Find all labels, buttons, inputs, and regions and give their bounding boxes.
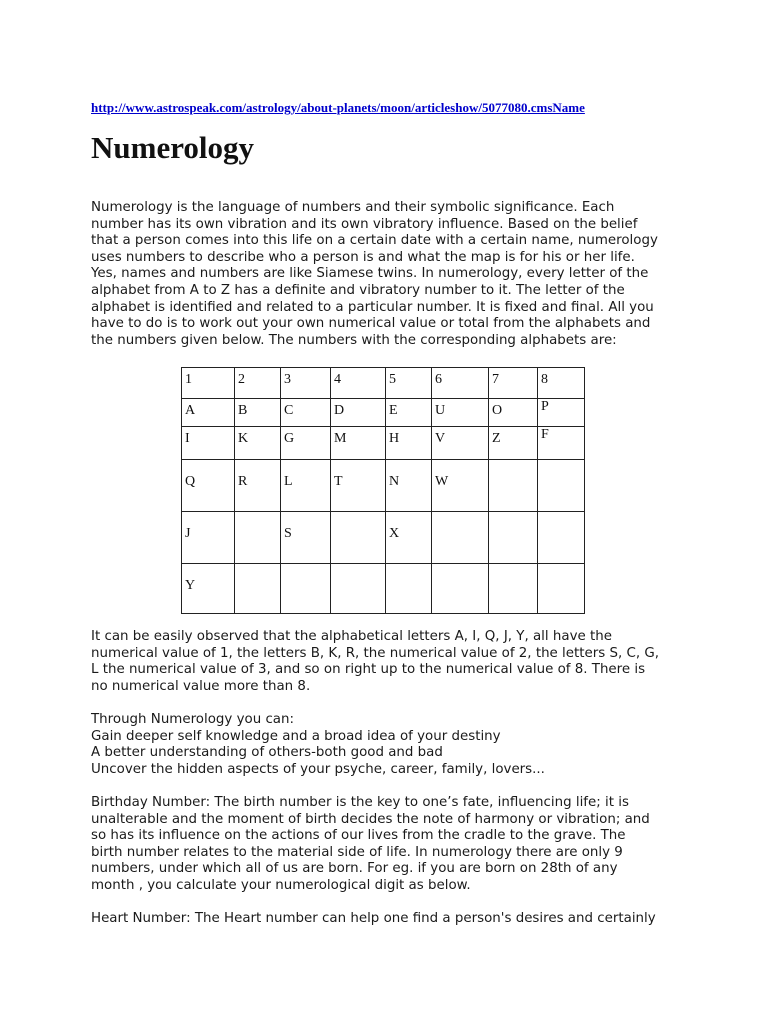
table-cell: 5 xyxy=(386,368,432,399)
table-cell: L xyxy=(281,460,331,512)
table-cell: D xyxy=(331,399,386,427)
table-cell xyxy=(538,460,585,512)
paragraph-line: L the numerical value of 3, and so on right up to the numerical value of 8. There is xyxy=(91,662,646,678)
table-cell xyxy=(489,460,538,512)
paragraph-line: alphabet from A to Z has a definite and vibratory number to it. The letter of the xyxy=(91,282,625,298)
paragraph-line: Yes, names and numbers are like Siamese twins. In numerology, every letter of the xyxy=(91,266,649,282)
table-cell: R xyxy=(235,460,281,512)
paragraph-line: month , you calculate your numerological digit as below. xyxy=(91,877,471,893)
paragraph-line: so has its influence on the actions of our lives from the cradle to the grave. The xyxy=(91,828,626,844)
table-cell xyxy=(432,564,489,614)
table-cell xyxy=(538,564,585,614)
table-cell: 3 xyxy=(281,368,331,399)
table-cell: 6 xyxy=(432,368,489,399)
table-row xyxy=(182,564,585,614)
paragraph-line: numerical value of 1, the letters B, K, R, the numerical value of 2, the letters S, C, G, xyxy=(91,645,659,661)
table-row xyxy=(182,427,585,460)
table-cell xyxy=(331,564,386,614)
table-cell xyxy=(538,512,585,564)
table-cell: X xyxy=(386,512,432,564)
list-item: Gain deeper self knowledge and a broad idea of your destiny xyxy=(91,728,501,744)
table-cell xyxy=(331,512,386,564)
table-cell: 2 xyxy=(235,368,281,399)
table-cell: C xyxy=(281,399,331,427)
table-cell: M xyxy=(331,427,386,460)
benefits-list xyxy=(91,712,681,778)
paragraph-line: birth number relates to the material side of life. In numerology there are only 9 xyxy=(91,844,623,860)
paragraph-line: numbers, under which all of us are born. For eg. if you are born on 28th of any xyxy=(91,861,618,877)
source-url-link[interactable]: http://www.astrospeak.com/astrology/about-planets/moon/articleshow/5077080.cmsName xyxy=(91,100,585,115)
table-cell: K xyxy=(235,427,281,460)
table-cell: I xyxy=(182,427,235,460)
paragraph-line: Birthday Number: The birth number is the key to one’s fate, influencing life; it is xyxy=(91,795,629,810)
paragraph-line: have to do is to work out your own numerical value or total from the alphabets and xyxy=(91,316,651,332)
table-cell: U xyxy=(432,399,489,427)
table-cell: 7 xyxy=(489,368,538,399)
table-cell xyxy=(432,512,489,564)
table-cell: P xyxy=(538,399,585,427)
table-cell: S xyxy=(281,512,331,564)
table-cell xyxy=(489,564,538,614)
table-cell: A xyxy=(182,399,235,427)
table-cell: 4 xyxy=(331,368,386,399)
table-cell xyxy=(386,564,432,614)
table-cell: Q xyxy=(182,460,235,512)
table-cell: B xyxy=(235,399,281,427)
table-row xyxy=(182,512,585,564)
table-cell: J xyxy=(182,512,235,564)
page-title: Numerology xyxy=(91,130,255,165)
table-row xyxy=(182,368,585,399)
paragraph-line: number has its own vibration and its own vibratory influence. Based on the belief xyxy=(91,216,638,232)
table-row xyxy=(182,460,585,512)
table-cell: T xyxy=(331,460,386,512)
table-cell: Y xyxy=(182,564,235,614)
table-cell: W xyxy=(432,460,489,512)
list-item: A better understanding of others-both good and bad xyxy=(91,745,443,761)
intro-paragraph xyxy=(91,200,681,349)
table-cell: N xyxy=(386,460,432,512)
table-cell: V xyxy=(432,427,489,460)
paragraph-line: Heart Number: The Heart number can help one find a person's desires and certainly xyxy=(91,911,656,926)
table-cell xyxy=(235,512,281,564)
observation-paragraph xyxy=(91,629,681,695)
table-cell: F xyxy=(538,427,585,460)
table-cell xyxy=(235,564,281,614)
table-cell: Z xyxy=(489,427,538,460)
table-cell: 1 xyxy=(182,368,235,399)
table-row xyxy=(182,399,585,427)
paragraph-line: It can be easily observed that the alphabetical letters A, I, Q, J, Y, all have the xyxy=(91,629,612,644)
list-item: Uncover the hidden aspects of your psyche, career, family, lovers... xyxy=(91,761,545,777)
numerology-table xyxy=(181,367,585,614)
paragraph-line: unalterable and the moment of birth decides the note of harmony or vibration; and xyxy=(91,811,650,827)
list-heading: Through Numerology you can: xyxy=(91,712,295,727)
paragraph-line: alphabet is identified and related to a particular number. It is fixed and final. All you xyxy=(91,299,654,315)
table-cell: 8 xyxy=(538,368,585,399)
paragraph-line: that a person comes into this life on a certain date with a certain name, numerology xyxy=(91,233,658,249)
paragraph-line: no numerical value more than 8. xyxy=(91,678,311,694)
table-cell xyxy=(489,512,538,564)
table-cell: H xyxy=(386,427,432,460)
paragraph-line: the numbers given below. The numbers with the corresponding alphabets are: xyxy=(91,332,617,348)
table-cell xyxy=(281,564,331,614)
birthday-number-paragraph xyxy=(91,795,681,895)
table-cell: O xyxy=(489,399,538,427)
paragraph-line: Numerology is the language of numbers and their symbolic significance. Each xyxy=(91,200,615,215)
paragraph-line: uses numbers to describe who a person is and what the map is for his or her life. xyxy=(91,249,635,265)
table-cell: E xyxy=(386,399,432,427)
table-cell: G xyxy=(281,427,331,460)
heart-number-paragraph xyxy=(91,911,681,928)
